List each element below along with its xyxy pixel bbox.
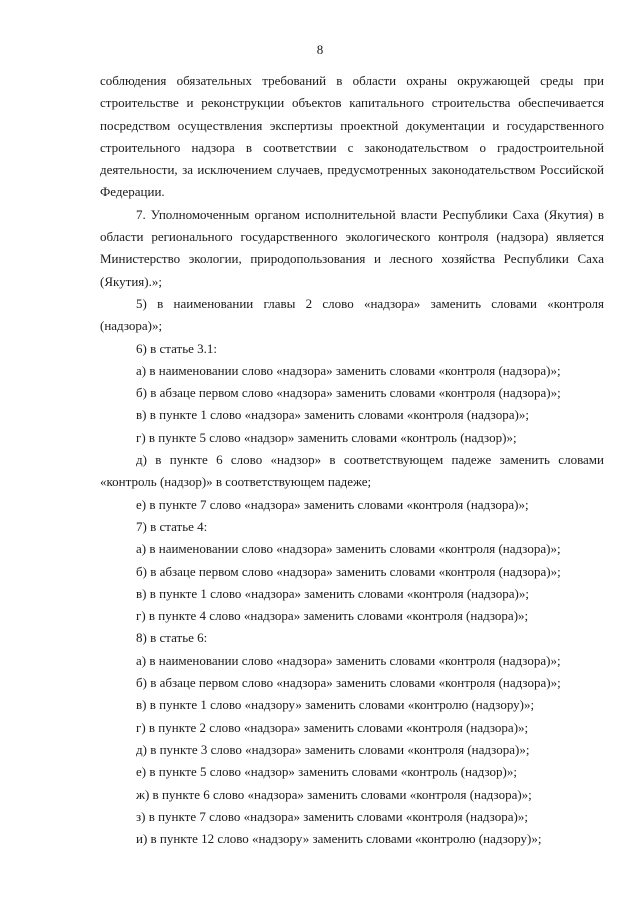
paragraph-amendment-6v: в) в пункте 1 слово «надзора» заменить словами «контроля (надзора)»; — [136, 407, 529, 423]
paragraph-amendment-6b: б) в абзаце первом слово «надзора» заменить словами «контроля (надзора)»; — [136, 385, 561, 401]
paragraph-amendment-8e: е) в пункте 5 слово «надзор» заменить словами «контроль (надзор)»; — [136, 764, 517, 780]
paragraph-amendment-8v: в) в пункте 1 слово «надзору» заменить словами «контролю (надзору)»; — [136, 697, 535, 713]
paragraph-amendment-8i: и) в пункте 12 слово «надзору» заменить словами «контролю (надзору)»; — [136, 831, 542, 847]
page-number: 8 — [316, 42, 324, 57]
paragraph-amendment-8zh: ж) в пункте 6 слово «надзора» заменить словами «контроля (надзора)»; — [136, 786, 532, 802]
paragraph-amendment-6e: е) в пункте 7 слово «надзора» заменить словами «контроля (надзора)»; — [136, 496, 529, 512]
paragraph-amendment-7a: а) в наименовании слово «надзора» заменить словами «контроля (надзора)»; — [136, 541, 561, 557]
paragraph-amendment-8b: б) в абзаце первом слово «надзора» заменить словами «контроля (надзора)»; — [136, 675, 561, 691]
paragraph-amendment-7: 7) в статье 4: — [136, 518, 208, 534]
paragraph-amendment-7v: в) в пункте 1 слово «надзора» заменить словами «контроля (надзора)»; — [136, 585, 529, 601]
paragraph-amendment-5: 5) в наименовании главы 2 слово «надзора» заменить словами «контроля (надзора)»; — [100, 295, 604, 334]
paragraph-amendment-6: 6) в статье 3.1: — [136, 340, 218, 356]
paragraph-amendment-6d: д) в пункте 6 слово «надзор» в соответствующем падеже заменить словами «контроль (надзор)» в соответствующем падеже; — [100, 452, 604, 490]
paragraph-amendment-8g: г) в пункте 2 слово «надзора» заменить словами «контроля (надзора)»; — [136, 719, 529, 735]
paragraph-item-7: 7. Уполномоченным органом исполнительной власти Республики Саха (Якутия) в области регионального государственного экологического контроля (надзора) является Министерство экологии, природопользования и лесного хозяйства Республики Саха (Якутия).»; — [100, 206, 604, 289]
paragraph-amendment-7b: б) в абзаце первом слово «надзора» заменить словами «контроля (надзора)»; — [136, 563, 561, 579]
paragraph-amendment-8a: а) в наименовании слово «надзора» заменить словами «контроля (надзора)»; — [136, 652, 561, 668]
paragraph-amendment-6g: г) в пункте 5 слово «надзор» заменить словами «контроль (надзор)»; — [136, 429, 517, 445]
paragraph-amendment-7g: г) в пункте 4 слово «надзора» заменить словами «контроля (надзора)»; — [136, 608, 529, 624]
paragraph-amendment-8z: з) в пункте 7 слово «надзора» заменить словами «контроля (надзора)»; — [136, 808, 528, 824]
paragraph-amendment-8d: д) в пункте 3 слово «надзора» заменить словами «контроля (надзора)»; — [136, 741, 530, 757]
paragraph-continuation: соблюдения обязательных требований в области охраны окружающей среды при строительстве и реконструкции объектов капитального строительства обеспечивается посредством осуществления экспертизы проектной документации и государственного строительного надзора в соответствии с законодательством о градостроительной деятельности, за исключением случаев, предусмотренных законодательством Российской Федерации. — [100, 73, 604, 200]
document-body — [100, 70, 604, 850]
paragraph-amendment-8: 8) в статье 6: — [136, 630, 208, 646]
paragraph-amendment-6a: а) в наименовании слово «надзора» заменить словами «контроля (надзора)»; — [136, 362, 561, 378]
